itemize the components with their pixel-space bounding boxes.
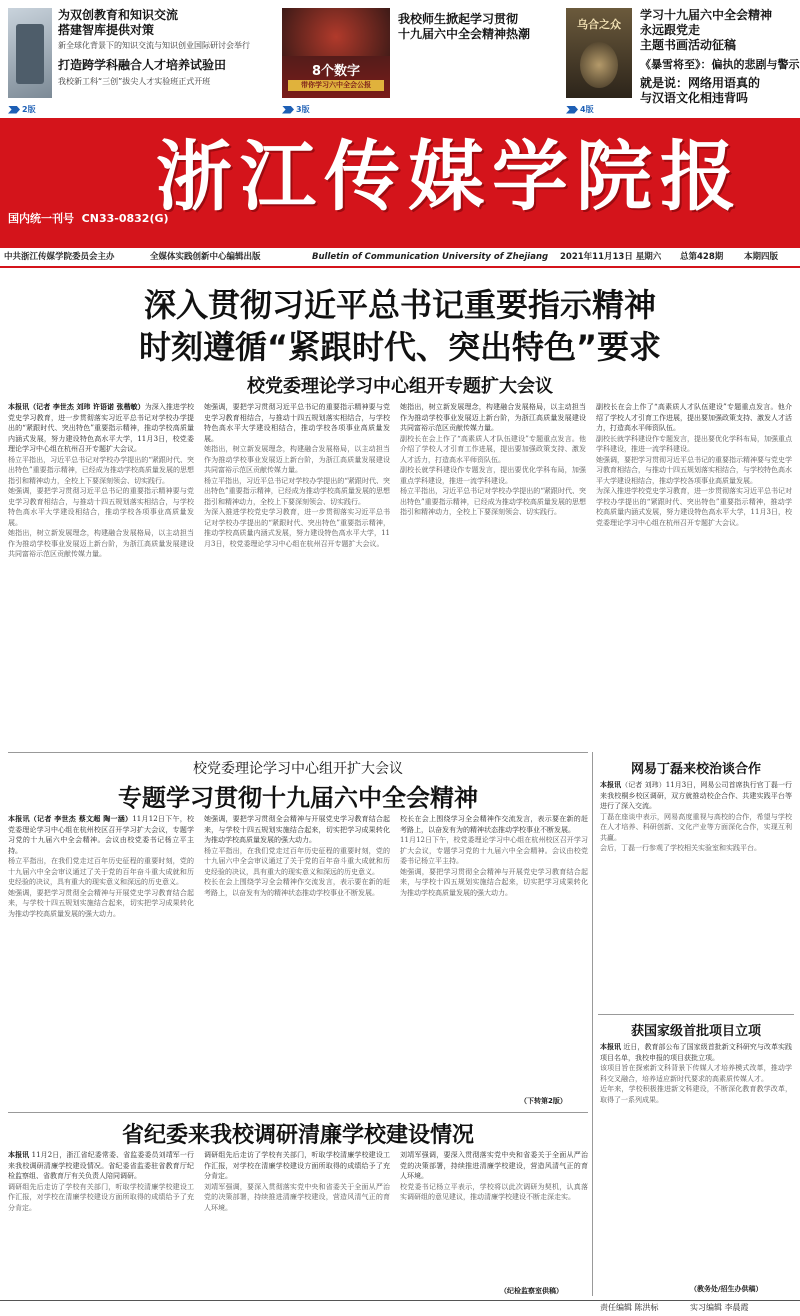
second-headline[interactable]: 专题学习贯彻十九届六中全会精神: [118, 784, 478, 812]
teaser-1-sub: 新全球化背景下的知识交流与知识创业国际研讨会举行: [58, 41, 250, 50]
side2-credit: （教务处/招生办供稿）: [690, 1285, 763, 1293]
second-byline: 本报讯（记者 李世杰 蔡文超 陶一涵）: [8, 814, 133, 823]
editor-credit: 责任编辑 陈洪标: [600, 1303, 659, 1312]
publisher: 全媒体实践创新中心编辑出版: [150, 252, 261, 262]
second-column-3: 校长在会上围绕学习全会精神作交流发言，表示要在新的赶考路上，以奋发有为的精神状态推动学校事业不断发展。 11月12日下午，校党委理论学习中心组在杭州校区召开学习扩大会议，专题学习党的十九届六中全会精神。会议由校党委书记杨立平主持。 她强调，要把学习贯彻全会精神与开展党史学习教育结合起来，与学校十四五规划实施结合起来，切实把学习成果转化为推动学校高质量发展的强大动力。: [400, 815, 588, 897]
lead-byline: 本报讯（记者 李世杰 刘玮 许语诺 张楷敏）: [8, 402, 145, 411]
teaser-1-thumbnail[interactable]: [8, 8, 52, 98]
teaser-3-page-link[interactable]: 4版: [566, 104, 594, 115]
lead-headline-2: 时刻遵循“紧跟时代、突出特色”要求: [138, 328, 662, 366]
divider: [8, 752, 588, 753]
divider: [8, 1112, 588, 1113]
masthead: [0, 118, 800, 248]
thumb-3-book-title: 乌合之众: [577, 18, 621, 31]
lead-column-3: 她指出，树立新发展理念，构建融合发展格局，以主动担当作为推动学校事业发展迈上新台阶，为浙江高质量发展建设共同富裕示范区贡献传媒力量。 副校长在会上作了“高素质人才队伍建设”专题重点发言。他介绍了学校人才引育工作进展，提出要加强政策支持、激发人才活力，打造高水平师资队伍。 副校长就学科建设作专题发言，提出要优化学科布局，加强重点学科建设，推进一流学科建设。 杨立平指出，习近平总书记对学校办学提出的“紧跟时代、突出特色”重要指示精神，已经成为推动学校高质量发展的思想指引和精神动力，全校上下要深刻领会、切实践行。: [400, 403, 586, 516]
teaser-1b-headline[interactable]: 打造跨学科融合人才培养试验田: [58, 58, 227, 72]
lead-column-4: 副校长在会上作了“高素质人才队伍建设”专题重点发言。他介绍了学校人才引育工作进展，提出要加强政策支持、激发人才活力，打造高水平师资队伍。 副校长就学科建设作专题发言，提出要优化学科布局，加强重点学科建设，推进一流学科建设。 她强调，要把学习贯彻习近平总书记的重要指示精神要与党史学习教育相结合，与推动十四五规划落实相结合，与学校特色高水平大学建设相结合，推动学校各项事业高质量发展。 为深入推进学校党史学习教育，进一步贯彻落实习近平总书记对学校办学提出的“紧跟时代、突出特色”重要指示精神，推动学校高质量内涵式发展，努力建设特色高水平大学，11月3日，校党委理论学习中心组在杭州召开专题扩大会议。: [596, 403, 792, 527]
english-name: Bulletin of Communication University of Zhejiang: [312, 252, 549, 262]
second-kicker: 校党委理论学习中心组开扩大会议: [193, 761, 403, 777]
vertical-divider: [592, 752, 593, 1296]
side1-headline[interactable]: 网易丁磊来校治谈合作: [630, 762, 761, 777]
footer: [0, 1300, 800, 1316]
lead-subtitle: 校党委理论学习中心组开专题扩大会议: [247, 376, 553, 397]
teaser-2-headline-2[interactable]: 十九届六中全会精神热潮: [398, 27, 531, 41]
newspaper-name: 浙江传媒学院报: [156, 132, 744, 221]
arrow-icon: [8, 106, 20, 114]
side1-body: 本报讯（记者 刘玮）11月3日，网易公司首席执行官丁磊一行来我校桐乡校区调研，双方就推动校企合作、共建实践平台等进行了深入交流。 丁磊在座谈中表示，网易高度重视与高校的合作，希望与学校在人才培养、科研创新、文化产业等方面深化合作，实现互利共赢。 会后，丁磊一行参观了学校相关实验室和实践平台。: [600, 780, 792, 852]
edition-info: 国内统一刊号 CN33-0832(G): [8, 212, 169, 225]
teaser-3-headline-5[interactable]: 就是说：网络用语真的: [640, 76, 761, 90]
lead-headline[interactable]: [0, 284, 800, 368]
third-column-2: 调研组先后走访了学校有关部门，听取学校清廉学校建设工作汇报，对学校在清廉学校建设方面所取得的成绩给予了充分肯定。 刘靖军强调，要深入贯彻落实党中央和省委关于全面从严治党的决策部署，持续推进清廉学校建设，营造风清气正的育人环境。: [204, 1151, 390, 1212]
arrow-icon: [566, 106, 578, 114]
third-credit: （纪检监察室供稿）: [500, 1287, 563, 1295]
intern-credit: 实习编辑 李晨霞: [690, 1303, 749, 1312]
divider: [598, 1014, 794, 1015]
third-byline: 本报讯: [8, 1150, 30, 1159]
cn-number: CN33-0832(G): [81, 212, 169, 225]
teaser-3-headline-4[interactable]: 《暴雪将至》：偏执的悲剧与警示: [640, 58, 800, 71]
teaser-3-headline-3[interactable]: 主题书画活动征稿: [640, 38, 737, 52]
teaser-2-page-link[interactable]: 3版: [282, 104, 310, 115]
issue-number: 总第428期: [680, 252, 724, 262]
sponsor: 中共浙江传媒学院委员会主办: [4, 252, 115, 262]
issue-date: 2021年11月13日 星期六: [560, 252, 662, 262]
lead-column-1: 本报讯（记者 李世杰 刘玮 许语诺 张楷敏）为深入推进学校党史学习教育，进一步贯彻落实习近平总书记对学校办学提出的“紧跟时代、突出特色”重要指示精神，推动学校高质量内涵式发展，努力建设特色高水平大学，11月3日，校党委理论学习中心组在杭州召开专题扩大会议。 杨立平指出，习近平总书记对学校办学提出的“紧跟时代、突出特色”重要指示精神，已经成为推动学校高质量发展的思想指引和精神动力，全校上下要深刻领会、切实践行。 她强调，要把学习贯彻习近平总书记的重要指示精神要与党史学习教育相结合，与推动十四五规划落实相结合，与学校特色高水平大学建设相结合，推动学校各项事业高质量发展。 她指出，树立新发展理念，构建融合发展格局，以主动担当作为推动学校事业发展迈上新台阶，为浙江高质量发展建设共同富裕示范区贡献传媒力量。: [8, 402, 194, 558]
teaser-3-thumbnail[interactable]: [566, 8, 632, 98]
lead-column-2: 她强调，要把学习贯彻习近平总书记的重要指示精神要与党史学习教育相结合，与推动十四五规划落实相结合，与学校特色高水平大学建设相结合，推动学校各项事业高质量发展。 她指出，树立新发展理念，构建融合发展格局，以主动担当作为推动学校事业发展迈上新台阶，为浙江高质量发展建设共同富裕示范区贡献传媒力量。 杨立平指出，习近平总书记对学校办学提出的“紧跟时代、突出特色”重要指示精神，已经成为推动学校高质量发展的思想指引和精神动力，全校上下要深刻领会、切实践行。 为深入推进学校党史学习教育，进一步贯彻落实习近平总书记对学校办学提出的“紧跟时代、突出特色”重要指示精神，推动学校高质量内涵式发展，努力建设特色高水平大学，11月3日，校党委理论学习中心组在杭州召开专题扩大会议。: [204, 403, 390, 548]
teaser-1-page-link[interactable]: 2版: [8, 104, 36, 115]
third-headline[interactable]: 省纪委来我校调研清廉学校建设情况: [121, 1123, 474, 1148]
thumb-2-number: 8个数字: [311, 64, 361, 79]
second-column-2: 她强调，要把学习贯彻全会精神与开展党史学习教育结合起来，与学校十四五规划实施结合起来，切实把学习成果转化为推动学校高质量发展的强大动力。 杨立平指出，在我们党走过百年历史征程的重要时刻，党的十九届六中全会审议通过了关于党的百年奋斗重大成就和历史经验的决议，具有重大的现实意义和深远的历史意义。 校长在会上围绕学习全会精神作交流发言，表示要在新的赶考路上，以奋发有为的精神状态推动学校事业不断发展。: [204, 815, 390, 897]
arrow-icon: [282, 106, 294, 114]
teaser-3-headline-1[interactable]: 学习十九届六中全会精神: [640, 8, 773, 22]
teaser-2-headline-1[interactable]: 我校师生掀起学习贯彻: [398, 12, 519, 26]
third-column-3: 刘靖军强调，要深入贯彻落实党中央和省委关于全面从严治党的决策部署，持续推进清廉学校建设，营造风清气正的育人环境。 校党委书记杨立平表示，学校将以此次调研为契机，认真落实调研组的意见建议，推动清廉学校建设不断走深走实。: [400, 1151, 588, 1201]
second-continued[interactable]: （下转第2版）: [520, 1097, 567, 1105]
side1-byline: 本报讯: [600, 780, 622, 789]
side2-headline[interactable]: 获国家级首批项目立项: [630, 1024, 761, 1039]
second-column-1: 本报讯（记者 李世杰 蔡文超 陶一涵）11月12日下午，校党委理论学习中心组在杭州校区召开学习扩大会议，专题学习党的十九届六中全会精神。会议由校党委书记杨立平主持。 杨立平指出，在我们党走过百年历史征程的重要时刻，党的十九届六中全会审议通过了关于党的百年奋斗重大成就和历史经验的决议，具有重大的现实意义和深远的历史意义。 她强调，要把学习贯彻全会精神与开展党史学习教育结合起来，与学校十四五规划实施结合起来，切实把学习成果转化为推动学校高质量发展的强大动力。: [8, 814, 194, 918]
teaser-1b-sub: 我校新工科“三创”拔尖人才实验班正式开班: [58, 77, 211, 86]
teaser-3-headline-6[interactable]: 与汉语文化相违背吗: [640, 91, 749, 105]
teaser-3-headline-2[interactable]: 永远跟党走: [640, 23, 701, 37]
side2-byline: 本报讯: [600, 1042, 622, 1051]
teaser-1-headline-2[interactable]: 搭建智库提供对策: [58, 23, 155, 37]
side2-body: 本报讯 近日，教育部公布了国家级首批新文科研究与改革实践项目名单，我校申报的项目获批立项。 该项目旨在探索新文科背景下传媒人才培养模式改革，推动学科交叉融合，培养适应新时代要求的高素质传媒人才。 近年来，学校积极推进新文科建设，不断深化教育教学改革，取得了一系列成果。: [600, 1042, 792, 1104]
teaser-2-thumbnail[interactable]: [282, 8, 390, 98]
third-column-1: 本报讯 11月2日，浙江省纪委常委、省监委委员刘靖军一行来我校调研清廉学校建设情况。省纪委省监委驻省教育厅纪检监察组、省教育厅有关负责人陪同调研。 调研组先后走访了学校有关部门，听取学校清廉学校建设工作汇报，对学校在清廉学校建设方面所取得的成绩给予了充分肯定。: [8, 1150, 194, 1212]
thumb-2-caption: 带你学习六中全会公报: [288, 80, 384, 91]
lead-headline-1: 深入贯彻习近平总书记重要指示精神: [143, 286, 656, 324]
page-count: 本期四版: [744, 252, 779, 262]
info-bar: [0, 248, 800, 268]
teaser-1-headline-1[interactable]: 为双创教育和知识交流: [58, 8, 179, 22]
